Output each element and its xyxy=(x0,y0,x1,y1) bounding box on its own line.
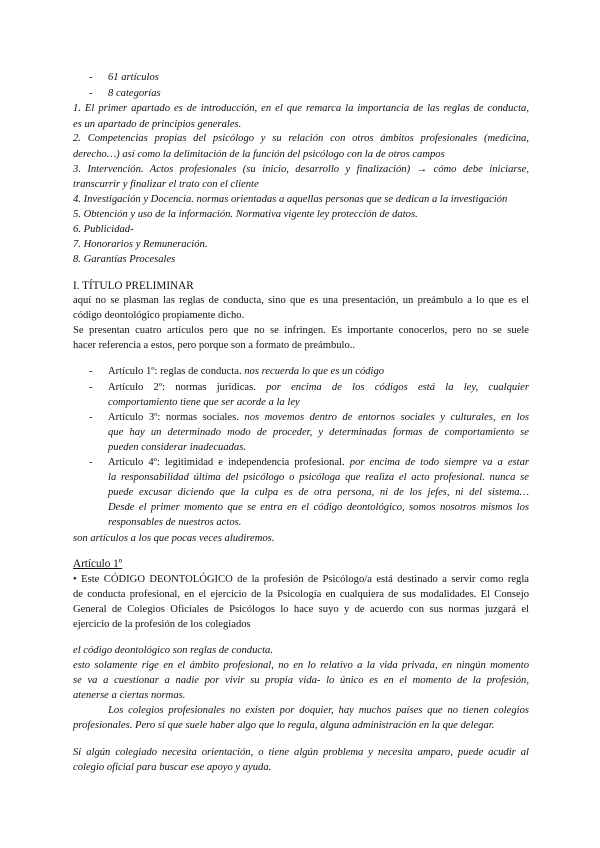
paragraph-line: General de Colegios Oficiales de Psicólogos lo hace suyo y de acuerdo con sus normas juzgará el xyxy=(73,604,529,615)
dash-bullet: - xyxy=(89,88,93,99)
article-line: la responsabilidad última del psicólogo o psicóloga que realiza el acto profesional. nunca se xyxy=(108,472,529,483)
category-line: transcurrir y finalizar el trato con el cliente xyxy=(73,179,259,190)
paragraph-line: ejercicio de la profesión de los colegiados xyxy=(73,619,251,630)
article-item: Artículo 4º: legitimidad e independencia profesional. por encima de todo siempre va a estar xyxy=(108,457,530,468)
dash-bullet: - xyxy=(89,412,93,423)
article-line: pueden considerar inadecuadas. xyxy=(108,442,246,453)
dash-bullet: - xyxy=(89,366,93,377)
category-line: 4. Investigación y Docencia. normas orientadas a aquellas personas que se dedican a la investigación xyxy=(73,194,508,205)
category-line: 6. Publicidad- xyxy=(73,224,134,235)
note-line: se va a cuestionar a nadie por vivir su propia vida- lo único es en el momento de la profesión, xyxy=(73,675,529,686)
category-line: 3. Intervención. Actos profesionales (su inicio, desarrollo y finalización) → cómo debe iniciarse, xyxy=(73,164,529,175)
dash-bullet: - xyxy=(89,382,93,393)
note-line: atenerse a ciertas normas. xyxy=(73,690,186,701)
note-line: esto solamente rige en el ámbito profesional, no en lo relativo a la vida privada, en ningún momento xyxy=(73,660,529,671)
article-item: Artículo 2º: normas jurídicas. por encima de los códigos está la ley, cualquier xyxy=(108,382,529,393)
note-line: profesionales. Pero sí que suele haber algo que lo regula, alguna administración en la que delegar. xyxy=(73,720,495,731)
category-line: 7. Honorarios y Remuneración. xyxy=(73,239,208,250)
note-line: Los colegios profesionales no existen por doquier, hay muchos países que no tienen colegios xyxy=(108,705,529,716)
paragraph-line: aquí no se plasman las reglas de conducta, sino que es una presentación, un preámbulo a lo que es el xyxy=(73,295,529,306)
article-item: Artículo 3º: normas sociales. nos movemos dentro de entornos sociales y culturales, en los xyxy=(108,412,529,423)
paragraph-line: código deontológico propiamente dicho. xyxy=(73,310,245,321)
category-line: 1. El primer apartado es de introducción, en el que remarca la importancia de las reglas de conducta, xyxy=(73,103,529,114)
category-line: 2. Competencias propias del psicólogo y su relación con otros ámbitos profesionales (medicina, xyxy=(73,133,529,144)
note-line: Si algún colegiado necesita orientación, o tiene algún problema y necesita amparo, puede acudir al xyxy=(73,747,529,758)
article-line: responsables de nuestros actos. xyxy=(108,517,242,528)
article-heading: Artículo 1º xyxy=(73,558,123,570)
paragraph-line: hacer referencia a estos, pero porque son a formato de preámbulo.. xyxy=(73,340,356,351)
list-item: 8 categorías xyxy=(108,88,161,99)
section-heading: I. TÍTULO PRELIMINAR xyxy=(73,280,194,292)
articles-note: son artículos a los que pocas veces aludiremos. xyxy=(73,533,275,544)
article-item: Artículo 1º: reglas de conducta. nos recuerda lo que es un código xyxy=(108,366,385,377)
article-line: comportamiento tiene que ser acorde a la ley xyxy=(108,397,300,408)
article-line: que hay un determinado modo de proceder, y determinadas formas de comportamiento se xyxy=(108,427,529,438)
category-line: derecho…) así como la delimitación de la función del psicólogo con la de otros campos xyxy=(73,149,445,160)
note-line: colegio oficial para buscar ese apoyo y ayuda. xyxy=(73,762,272,773)
paragraph-line: Se presentan cuatro artículos pero que no se infringen. Es importante conocerlos, pero no se suele xyxy=(73,325,529,336)
category-line: 5. Obtención y uso de la información. Normativa vigente ley protección de datos. xyxy=(73,209,418,220)
list-item: 61 artículos xyxy=(108,72,159,83)
category-line: 8. Garantías Procesales xyxy=(73,254,176,265)
article-line: puede excusar diciendo que la culpa es de otra persona, ni de los jefes, ni del sistema… xyxy=(108,487,529,498)
paragraph-line: de conducta profesional, en el ejercicio de la Psicología en cualquiera de sus modalidades. El Consejo xyxy=(73,589,529,600)
category-line: es un apartado de principios generales. xyxy=(73,119,242,130)
dash-bullet: - xyxy=(89,457,93,468)
paragraph-line: • Este CÓDIGO DEONTOLÓGICO de la profesión de Psicólogo/a está destinado a servir como regla xyxy=(73,574,529,585)
article-line: Desde el primer momento que se entra en el código deontológico, somos nosotros mismos los xyxy=(108,502,529,513)
dash-bullet: - xyxy=(89,72,93,83)
note-line: el código deontológico son reglas de conducta. xyxy=(73,645,273,656)
